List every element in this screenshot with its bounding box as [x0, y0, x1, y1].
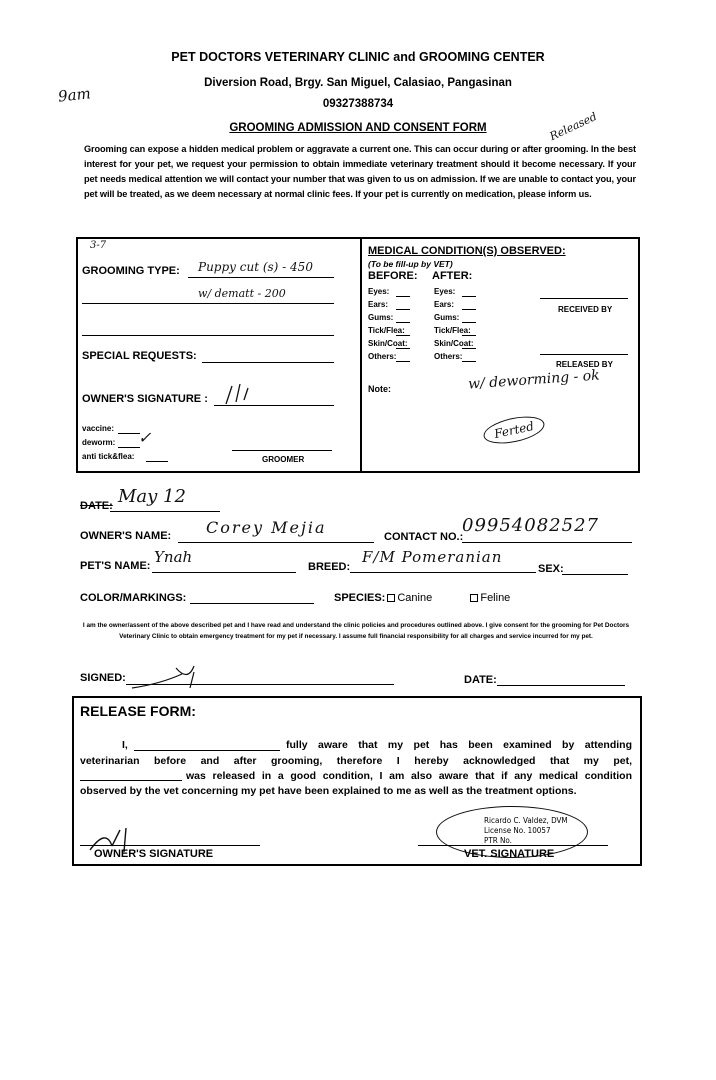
species-row [334, 592, 510, 604]
release-line4: observed by the vet concerning my pet have been explained to me as well as the treatment options. [80, 785, 577, 797]
special-requests-label: SPECIAL REQUESTS: [82, 350, 197, 362]
note-label: Note: [368, 384, 391, 394]
release-line2: veterinarian before and after grooming, therefore I hereby acknowledged that my pet, [80, 755, 632, 767]
stamp-name: Ricardo C. Valdez, DVM [484, 816, 568, 825]
before-item: Others: [368, 352, 397, 361]
before-item-line[interactable] [396, 309, 410, 310]
species-label: SPECIES: [334, 592, 386, 604]
after-item-line[interactable] [462, 335, 476, 336]
grooming-type-value[interactable]: Puppy cut (s) - 450 [198, 260, 313, 274]
owner-name-line [178, 542, 374, 543]
date-line [110, 511, 220, 512]
clinic-phone: 09327388734 [322, 98, 394, 110]
after-item-line[interactable] [462, 348, 476, 349]
after-item-line[interactable] [462, 296, 476, 297]
color-line[interactable] [190, 603, 314, 604]
note-value-2: Ferted [481, 412, 547, 448]
sex-label: SEX: [538, 563, 564, 575]
deworm-label: deworm: [82, 438, 116, 447]
before-item-line[interactable] [396, 322, 410, 323]
owner-signature-label: OWNER'S SIGNATURE : [82, 393, 208, 405]
canine-checkbox[interactable] [387, 594, 395, 602]
after-item: Gums: [434, 313, 460, 322]
release-pet-line[interactable] [80, 780, 182, 781]
groomer-label: GROOMER [262, 455, 305, 464]
vaccine-line[interactable] [118, 433, 140, 434]
date2-line[interactable] [497, 685, 625, 686]
note-value: w/ deworming - ok [467, 367, 601, 393]
owner-name-value[interactable]: Corey Mejia [206, 518, 327, 537]
anti-tick-line[interactable] [146, 461, 168, 462]
released-by-label: RELEASED BY [556, 360, 613, 369]
before-item: Ears: [368, 300, 389, 309]
before-item-line[interactable] [396, 348, 410, 349]
groomer-line[interactable] [232, 450, 332, 451]
pet-name-value[interactable]: Ynah [154, 548, 193, 566]
after-label: AFTER: [432, 270, 473, 282]
feline-checkbox[interactable] [470, 594, 478, 602]
pet-name-label: PET'S NAME: [80, 560, 151, 572]
after-item: Eyes: [434, 287, 456, 296]
sex-line[interactable] [562, 574, 628, 575]
intro-paragraph: Grooming can expose a hidden medical problem or aggravate a current one. This can occur during or after grooming. In the best interest for your pet, we request your permission to obtain immediate veterinary treatment should it become necessary. If your pet needs medical attention we will contact your number that was given to us on admission. If we are unable to contact you, your pet will be treated, as we deem necessary at normal clinic fees. If your pet is currently on medication, please inform us. [84, 144, 636, 199]
release-owner-signature-label: OWNER'S SIGNATURE [94, 848, 214, 860]
contact-value[interactable]: 09954082527 [462, 515, 599, 536]
margin-note: 9am [57, 84, 92, 106]
after-item: Others: [434, 352, 463, 361]
received-by-label: RECEIVED BY [558, 305, 613, 314]
released-note: Released [547, 109, 599, 144]
before-item: Skin/Coat: [368, 339, 408, 348]
breed-value[interactable]: F/M Pomeranian [362, 548, 503, 566]
canine-label: Canine [397, 592, 433, 604]
grooming-type-line [188, 277, 334, 278]
vet-stamp [484, 816, 568, 846]
release-name-line[interactable] [134, 750, 280, 751]
before-item-line[interactable] [396, 335, 410, 336]
grooming-type-line-2 [82, 303, 334, 304]
feline-label: Feline [480, 592, 511, 604]
date-label: DATE: [80, 500, 113, 512]
after-item-line[interactable] [462, 361, 476, 362]
before-item-line[interactable] [396, 296, 410, 297]
after-item-line[interactable] [462, 322, 476, 323]
after-item: Tick/Flea: [434, 326, 471, 335]
before-item: Gums: [368, 313, 394, 322]
grooming-type-value-2[interactable]: w/ dematt - 200 [198, 287, 286, 300]
release-owner-line[interactable] [80, 845, 260, 846]
grooming-type-label: GROOMING TYPE: [82, 265, 180, 277]
medical-subtitle: (To be fill-up by VET) [368, 259, 453, 269]
before-item: Tick/Flea: [368, 326, 405, 335]
deworm-check: ✓ [138, 428, 152, 447]
release-line1-start: I, [122, 739, 128, 751]
before-item: Eyes: [368, 287, 390, 296]
medical-title: MEDICAL CONDITION(S) OBSERVED: [368, 245, 566, 257]
date2-label: DATE: [464, 674, 497, 686]
pet-name-line [152, 572, 296, 573]
contact-label: CONTACT NO.: [384, 531, 464, 543]
signed-label: SIGNED: [80, 672, 126, 684]
special-requests-line[interactable] [202, 362, 334, 363]
stamp-license: License No. 10057 [484, 826, 551, 835]
blank-line [82, 335, 334, 336]
anti-tick-label: anti tick&flea: [82, 452, 135, 461]
after-item: Skin/Coat: [434, 339, 474, 348]
release-line3-end: was released in a good condition, I am also aware that if any medical condition [186, 770, 632, 782]
release-line1-end: fully aware that my pet has been examined by attending [286, 739, 632, 751]
consent-text: I am the owner/assent of the above described pet and I have read and understand the clinic policies and procedures outlined above. I give consent for the grooming for Pet Doctors Veterinary Clinic to obtain emergency treatment for my pet if necessary. I assume full financial responsibility for all charges and service incurred for my pet. [82, 622, 630, 640]
form-title: GROOMING ADMISSION AND CONSENT FORM [229, 122, 487, 134]
signed-scribble [130, 662, 210, 692]
release-title: RELEASE FORM: [80, 703, 196, 719]
clinic-name: PET DOCTORS VETERINARY CLINIC and GROOMING CENTER [171, 50, 545, 64]
stamp-ptr: PTR No. [484, 836, 512, 845]
vaccine-label: vaccine: [82, 424, 115, 433]
date-value[interactable]: May 12 [118, 486, 186, 507]
box-divider [360, 237, 362, 471]
color-label: COLOR/MARKINGS: [80, 592, 187, 604]
deworm-line[interactable] [118, 447, 140, 448]
owner-signature-scribble [222, 380, 262, 408]
breed-label: BREED: [308, 561, 351, 573]
before-label: BEFORE: [368, 270, 418, 282]
corner-note: 3-7 [90, 240, 107, 251]
owner-name-label: OWNER'S NAME: [80, 530, 172, 542]
received-by-line[interactable] [540, 298, 628, 299]
release-vet-signature-label: VET. SIGNATURE [464, 848, 555, 860]
clinic-address: Diversion Road, Brgy. San Miguel, Calasiao, Pangasinan [204, 77, 512, 89]
before-item-line[interactable] [396, 361, 410, 362]
released-by-line[interactable] [540, 354, 628, 355]
after-item: Ears: [434, 300, 455, 309]
release-vet-line[interactable] [418, 845, 608, 846]
contact-line [462, 542, 632, 543]
breed-line [350, 572, 536, 573]
after-item-line[interactable] [462, 309, 476, 310]
